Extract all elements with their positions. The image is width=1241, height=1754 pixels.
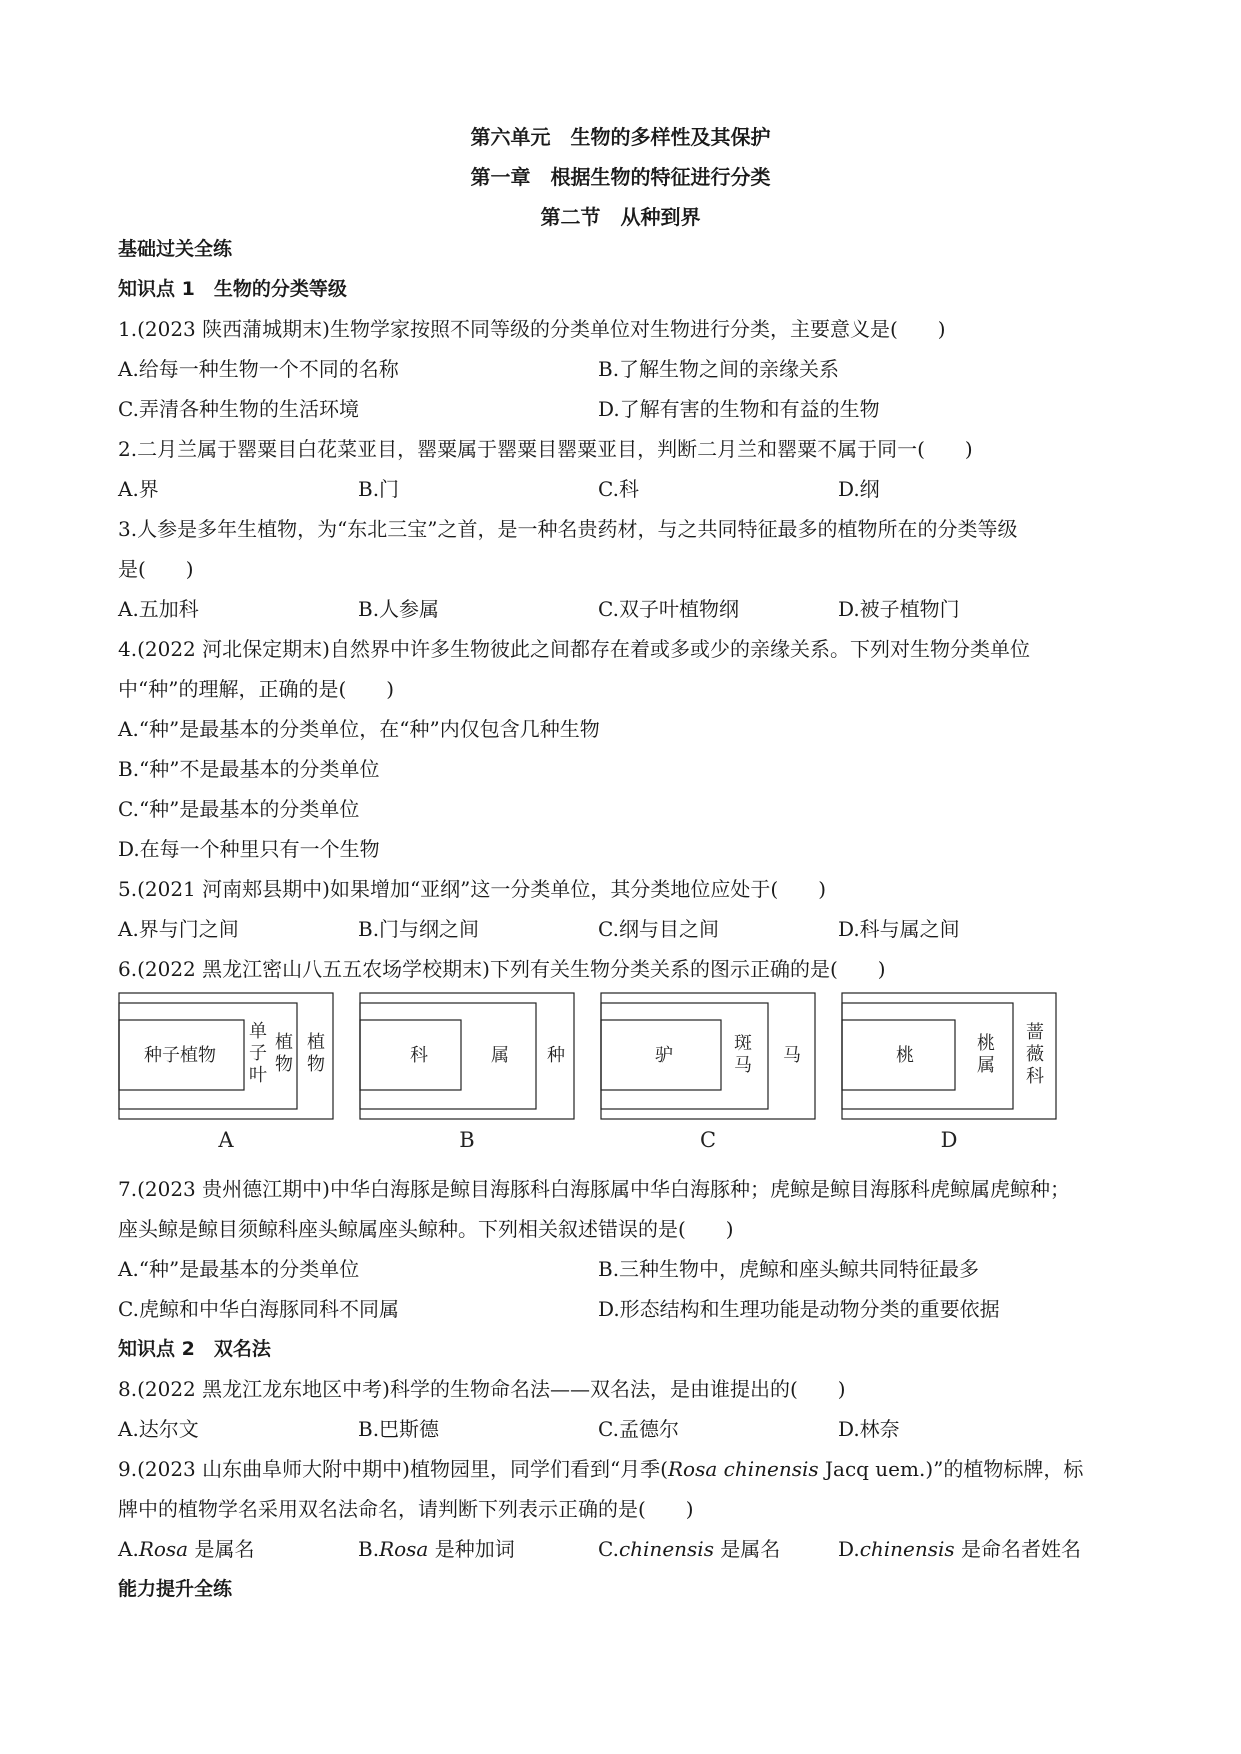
question-7-option-c[interactable]: C.虎鲸和中华白海豚同科不同属 — [118, 1297, 399, 1321]
question-8-option-c[interactable]: C.孟德尔 — [598, 1417, 679, 1441]
option-suffix: 是种加词 — [428, 1537, 515, 1561]
question-8-option-d[interactable]: D.林奈 — [838, 1417, 900, 1441]
question-3-option-a[interactable]: A.五加科 — [118, 597, 199, 621]
diagram-panel-d[interactable] — [841, 992, 1057, 1152]
question-5-options — [118, 909, 1128, 949]
panel-a-outer-label-2: 物 — [275, 1054, 293, 1075]
panel-b-middle-box — [360, 1003, 536, 1109]
diagram-panel-a[interactable] — [118, 992, 334, 1152]
question-9-options — [118, 1529, 1128, 1569]
question-3-option-d[interactable]: D.被子植物门 — [838, 597, 960, 621]
question-8-options — [118, 1409, 1128, 1449]
option-prefix: D. — [838, 1537, 860, 1561]
question-7-options-row2 — [118, 1289, 1128, 1329]
panel-b-middle-label: 属 — [491, 1045, 509, 1066]
question-4-option-a[interactable]: A.“种”是最基本的分类单位，在“种”内仅包含几种生物 — [118, 717, 600, 741]
panel-c-caption: C — [699, 1128, 717, 1152]
question-2-stem: 2.二月兰属于罂粟目白花菜亚目，罂粟属于罂粟目罂粟亚目，判断二月兰和罂粟不属于同一( ) — [118, 437, 973, 461]
question-2-option-b[interactable]: B.门 — [358, 477, 400, 501]
panel-a-middle-label-2: 子 — [249, 1043, 267, 1064]
knowledge-point-1: 知识点 1 生物的分类等级 — [118, 278, 347, 300]
classification-diagram-figure — [118, 992, 1128, 1167]
question-5-stem: 5.(2021 河南郏县期中)如果增加“亚纲”这一分类单位，其分类地位应处于( ) — [118, 877, 826, 901]
question-3-option-b[interactable]: B.人参属 — [358, 597, 440, 621]
option-prefix: C. — [598, 1537, 619, 1561]
panel-b-outer-box — [360, 993, 574, 1119]
question-3-options — [118, 589, 1128, 629]
panel-d-outer-label-3: 科 — [1026, 1066, 1044, 1087]
question-9-latin-name: Rosa chinensis — [667, 1457, 819, 1481]
question-8-stem: 8.(2022 黑龙江龙东地区中考)科学的生物命名法——双名法，是由谁提出的( ) — [118, 1377, 846, 1401]
diagram-panel-b[interactable] — [359, 992, 575, 1152]
panel-d-middle-label-1: 桃 — [977, 1033, 995, 1054]
question-2-option-c[interactable]: C.科 — [598, 477, 639, 501]
question-6-stem: 6.(2022 黑龙江密山八五五农场学校期末)下列有关生物分类关系的图示正确的是( ) — [118, 957, 886, 981]
question-7-option-b[interactable]: B.三种生物中，虎鲸和座头鲸共同特征最多 — [598, 1257, 980, 1281]
question-5-option-c[interactable]: C.纲与目之间 — [598, 917, 719, 941]
section-heading-advanced: 能力提升全练 — [118, 1578, 233, 1600]
option-suffix: 是属名 — [713, 1537, 781, 1561]
panel-d-middle-label-2: 属 — [977, 1055, 995, 1076]
question-4-stem-line1: 4.(2022 河北保定期末)自然界中许多生物彼此之间都存在着或多或少的亲缘关系。下列对生物分类单位 — [118, 637, 1030, 661]
panel-c-middle-label-1: 斑 — [734, 1033, 752, 1054]
question-7-option-d[interactable]: D.形态结构和生理功能是动物分类的重要依据 — [598, 1297, 1000, 1321]
question-1-option-a[interactable]: A.给每一种生物一个不同的名称 — [118, 357, 399, 381]
question-1-option-c[interactable]: C.弄清各种生物的生活环境 — [118, 397, 359, 421]
knowledge-point-2: 知识点 2 双名法 — [118, 1338, 271, 1360]
question-4-stem-line2: 中“种”的理解，正确的是( ) — [118, 677, 395, 701]
option-suffix: 是属名 — [188, 1537, 255, 1561]
panel-a-extra-label-2: 物 — [307, 1054, 325, 1075]
option-latin-term: chinensis — [859, 1537, 955, 1561]
question-9-stem-part1: 9.(2023 山东曲阜师大附中期中)植物园里，同学们看到“月季( — [118, 1457, 668, 1481]
question-2-option-d[interactable]: D.纲 — [838, 477, 880, 501]
question-5-option-d[interactable]: D.科与属之间 — [838, 917, 960, 941]
question-1-options-row1 — [118, 349, 1128, 389]
panel-a-middle-label-1: 单 — [249, 1021, 267, 1042]
question-9-option-b[interactable] — [358, 1529, 598, 1569]
panel-d-outer-label-1: 蔷 — [1026, 1022, 1044, 1043]
question-8-option-a[interactable]: A.达尔文 — [118, 1417, 199, 1441]
question-7-stem-line2: 座头鲸是鲸目须鲸科座头鲸属座头鲸种。下列相关叙述错误的是( ) — [118, 1217, 734, 1241]
question-2-option-a[interactable]: A.界 — [118, 477, 159, 501]
panel-d-outer-label-2: 薇 — [1026, 1044, 1044, 1065]
panel-a-extra-label-1: 植 — [307, 1032, 325, 1053]
question-list — [118, 229, 1128, 1609]
question-7-options-row1 — [118, 1249, 1128, 1289]
unit-title: 第六单元 生物的多样性及其保护 — [470, 125, 771, 149]
panel-b-inner-label: 科 — [410, 1045, 428, 1066]
question-4-option-c[interactable]: C.“种”是最基本的分类单位 — [118, 797, 360, 821]
question-9-option-c[interactable] — [598, 1529, 838, 1569]
question-5-option-b[interactable]: B.门与纲之间 — [358, 917, 480, 941]
question-9-stem-part2: Jacq uem.)”的植物标牌，标 — [818, 1457, 1084, 1481]
question-9-stem-line1 — [118, 1449, 1128, 1489]
question-7-stem-line1: 7.(2023 贵州德江期中)中华白海豚是鲸目海豚科白海豚属中华白海豚种；虎鲸是鲸目海豚科虎鲸属虎鲸种； — [118, 1177, 1070, 1201]
option-suffix: 是命名者姓名 — [954, 1537, 1082, 1561]
question-3-option-c[interactable]: C.双子叶植物纲 — [598, 597, 739, 621]
section-title: 第二节 从种到界 — [540, 205, 701, 229]
question-8-option-b[interactable]: B.巴斯德 — [358, 1417, 440, 1441]
panel-b-outer-label: 种 — [547, 1045, 565, 1066]
panel-c-middle-label-2: 马 — [734, 1055, 752, 1076]
question-2-options — [118, 469, 1128, 509]
panel-a-caption: A — [218, 1128, 234, 1152]
panel-a-middle-label-3: 叶 — [249, 1065, 267, 1086]
panel-d-caption: D — [940, 1128, 958, 1152]
question-1-option-b[interactable]: B.了解生物之间的亲缘关系 — [598, 357, 840, 381]
question-4-option-b[interactable]: B.“种”不是最基本的分类单位 — [118, 757, 380, 781]
question-7-option-a[interactable]: A.“种”是最基本的分类单位 — [118, 1257, 360, 1281]
question-1-options-row2 — [118, 389, 1128, 429]
question-9-option-d[interactable] — [838, 1529, 1082, 1569]
title-block — [0, 117, 1241, 237]
panel-b-caption: B — [459, 1128, 475, 1152]
panel-d-inner-label: 桃 — [896, 1045, 914, 1066]
option-prefix: A. — [118, 1537, 139, 1561]
question-3-stem-line2: 是( ) — [118, 557, 194, 581]
question-1-stem: 1.(2023 陕西蒲城期末)生物学家按照不同等级的分类单位对生物进行分类，主要意义是( ) — [118, 317, 946, 341]
question-9-option-a[interactable] — [118, 1529, 358, 1569]
question-1-option-d[interactable]: D.了解有害的生物和有益的生物 — [598, 397, 880, 421]
question-4-option-d[interactable]: D.在每一个种里只有一个生物 — [118, 837, 380, 861]
panel-d-outer-box — [842, 993, 1056, 1119]
diagram-panel-c[interactable] — [600, 992, 816, 1152]
option-latin-term: Rosa — [379, 1537, 429, 1561]
panel-a-outer-label-1: 植 — [275, 1032, 293, 1053]
panel-a-inner-label: 种子植物 — [144, 1045, 216, 1066]
panel-c-inner-label: 驴 — [655, 1045, 673, 1066]
question-9-stem-line2: 牌中的植物学名采用双名法命名，请判断下列表示正确的是( ) — [118, 1497, 694, 1521]
panel-c-outer-label: 马 — [783, 1045, 801, 1066]
chapter-title: 第一章 根据生物的特征进行分类 — [470, 165, 771, 189]
question-5-option-a[interactable]: A.界与门之间 — [118, 917, 239, 941]
option-latin-term: Rosa — [138, 1537, 189, 1561]
section-heading-basic: 基础过关全练 — [118, 238, 233, 260]
question-3-stem-line1: 3.人参是多年生植物，为“东北三宝”之首，是一种名贵药材，与之共同特征最多的植物所在的分类等级 — [118, 517, 1018, 541]
option-prefix: B. — [358, 1537, 380, 1561]
option-latin-term: chinensis — [618, 1537, 714, 1561]
